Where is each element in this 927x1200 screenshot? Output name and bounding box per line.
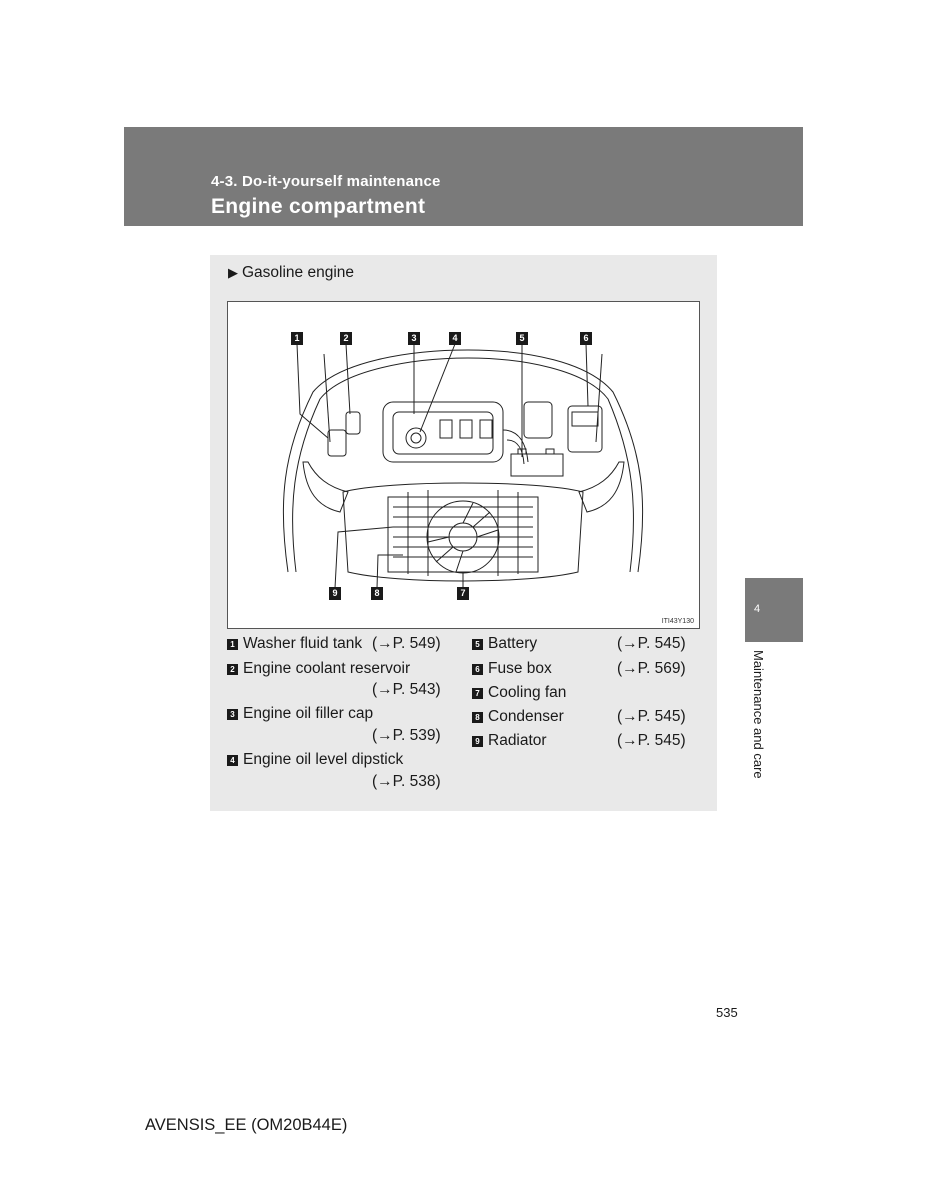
page-reference: (→P. 539) <box>372 727 441 744</box>
engine-figure <box>227 301 700 629</box>
chapter-header <box>124 127 803 226</box>
page-reference: (→P. 549) <box>372 635 441 652</box>
page-reference: (→P. 569) <box>617 660 686 677</box>
callout-3: 3 <box>408 332 420 345</box>
legend-item <box>227 660 410 678</box>
legend-label: Radiator <box>488 732 547 749</box>
triangle-bullet-icon: ▶ <box>228 265 238 280</box>
legend-item <box>472 732 547 750</box>
legend-item <box>472 635 537 653</box>
page-reference: (→P. 545) <box>617 708 686 725</box>
number-badge: 5 <box>472 639 483 650</box>
number-badge: 2 <box>227 664 238 675</box>
callout-5: 5 <box>516 332 528 345</box>
legend-label: Washer fluid tank <box>243 635 363 652</box>
number-badge: 3 <box>227 709 238 720</box>
chapter-number: 4 <box>754 603 761 615</box>
callout-9: 9 <box>329 587 341 600</box>
page-reference: (→P. 538) <box>372 773 441 790</box>
engine-type-heading <box>228 264 354 282</box>
legend-item <box>227 705 373 723</box>
page-reference: (→P. 545) <box>617 732 686 749</box>
section-label: 4-3. Do-it-yourself maintenance <box>211 173 441 190</box>
legend-item <box>472 684 566 702</box>
legend-item <box>472 708 564 726</box>
engine-type-label: Gasoline engine <box>242 264 355 281</box>
footer-model-code: AVENSIS_EE (OM20B44E) <box>145 1116 348 1134</box>
callout-2: 2 <box>340 332 352 345</box>
number-badge: 1 <box>227 639 238 650</box>
content-box <box>210 255 717 811</box>
page-reference: (→P. 545) <box>617 635 686 652</box>
callout-6: 6 <box>580 332 592 345</box>
number-badge: 4 <box>227 755 238 766</box>
legend-label: Engine oil filler cap <box>243 705 374 722</box>
number-badge: 7 <box>472 688 483 699</box>
legend-label: Condenser <box>488 708 564 725</box>
page-title: Engine compartment <box>211 195 426 218</box>
legend-item <box>472 660 552 678</box>
callout-4: 4 <box>449 332 461 345</box>
chapter-tab <box>745 578 803 642</box>
page-reference: (→P. 543) <box>372 681 441 698</box>
legend-item <box>227 635 362 653</box>
legend-label: Engine oil level dipstick <box>243 751 404 768</box>
callout-8: 8 <box>371 587 383 600</box>
legend-label: Fuse box <box>488 660 552 677</box>
chapter-label: Maintenance and care <box>751 650 766 779</box>
callout-1: 1 <box>291 332 303 345</box>
number-badge: 8 <box>472 712 483 723</box>
engine-illustration <box>228 302 699 628</box>
legend-label: Cooling fan <box>488 684 567 701</box>
legend-label: Battery <box>488 635 538 652</box>
legend-label: Engine coolant reservoir <box>243 660 411 677</box>
figure-code: ITI43Y130 <box>661 618 694 625</box>
legend-item <box>227 751 403 769</box>
callout-7: 7 <box>457 587 469 600</box>
number-badge: 6 <box>472 664 483 675</box>
page-number: 535 <box>716 1005 738 1020</box>
number-badge: 9 <box>472 736 483 747</box>
